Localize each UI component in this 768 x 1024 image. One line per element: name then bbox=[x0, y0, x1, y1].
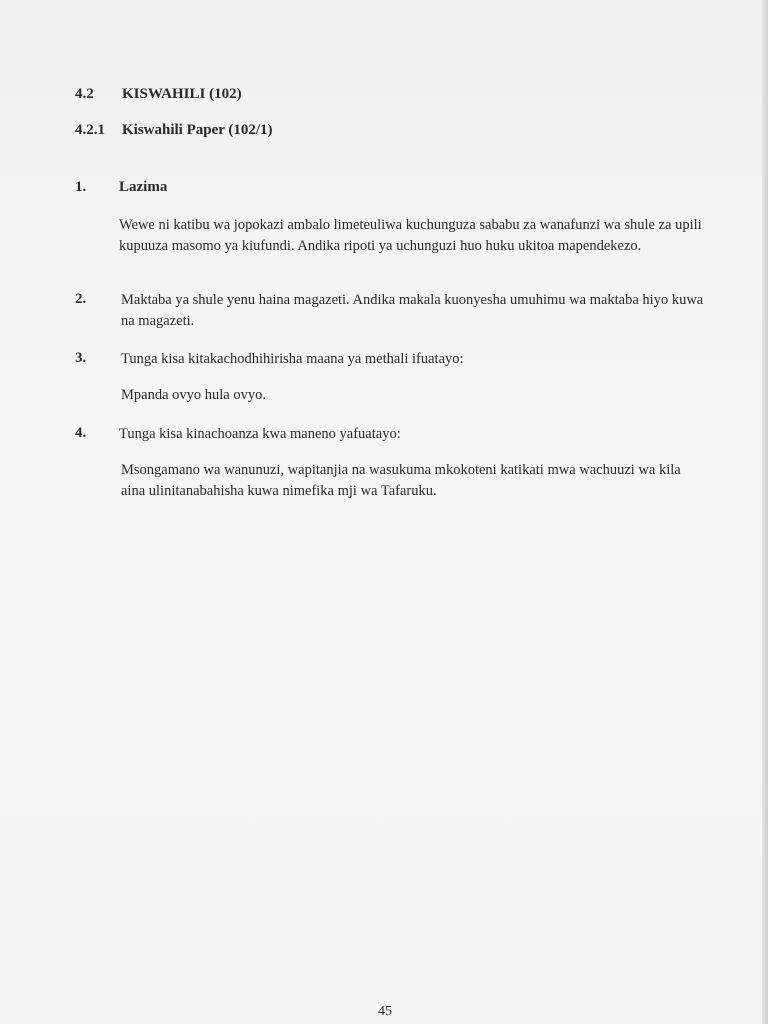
question-4-quote: Msongamano wa wanunuzi, wapitanjia na wasukuma mkokoteni katikati mwa wachuuzi wa kila aina ulinitanabahisha kuwa nimefika mji wa Tafaruku. bbox=[121, 462, 681, 499]
question-3-number: 3. bbox=[75, 350, 87, 366]
question-1-text: Wewe ni katibu wa jopokazi ambalo limeteuliwa kuchunguza sababu za wanafunzi wa shule za upili kupuuza masomo ya kiufundi. Andika ripoti ya uchunguzi huo huku ukitoa mapendekezo. bbox=[119, 217, 702, 254]
subsection-number: 4.2.1 bbox=[75, 122, 105, 138]
question-2-number: 2. bbox=[75, 291, 87, 307]
question-4-text: Tunga kisa kinachoanza kwa maneno yafuatayo: bbox=[119, 426, 401, 442]
section-title: KISWAHILI (102) bbox=[122, 86, 242, 102]
page-number: 45 bbox=[378, 1004, 392, 1019]
question-4-number: 4. bbox=[75, 425, 87, 441]
question-1-heading: Lazima bbox=[119, 179, 168, 195]
question-3-text: Tunga kisa kitakachodhihirisha maana ya methali ifuatayo: bbox=[121, 351, 464, 367]
section-number: 4.2 bbox=[75, 86, 94, 102]
question-3-quote: Mpanda ovyo hula ovyo. bbox=[121, 387, 266, 403]
page-edge bbox=[762, 0, 768, 1024]
subsection-title: Kiswahili Paper (102/1) bbox=[122, 122, 273, 138]
question-1-number: 1. bbox=[75, 179, 87, 195]
question-2-text: Maktaba ya shule yenu haina magazeti. Andika makala kuonyesha umuhimu wa maktaba hiyo kuwa na magazeti. bbox=[121, 292, 704, 329]
